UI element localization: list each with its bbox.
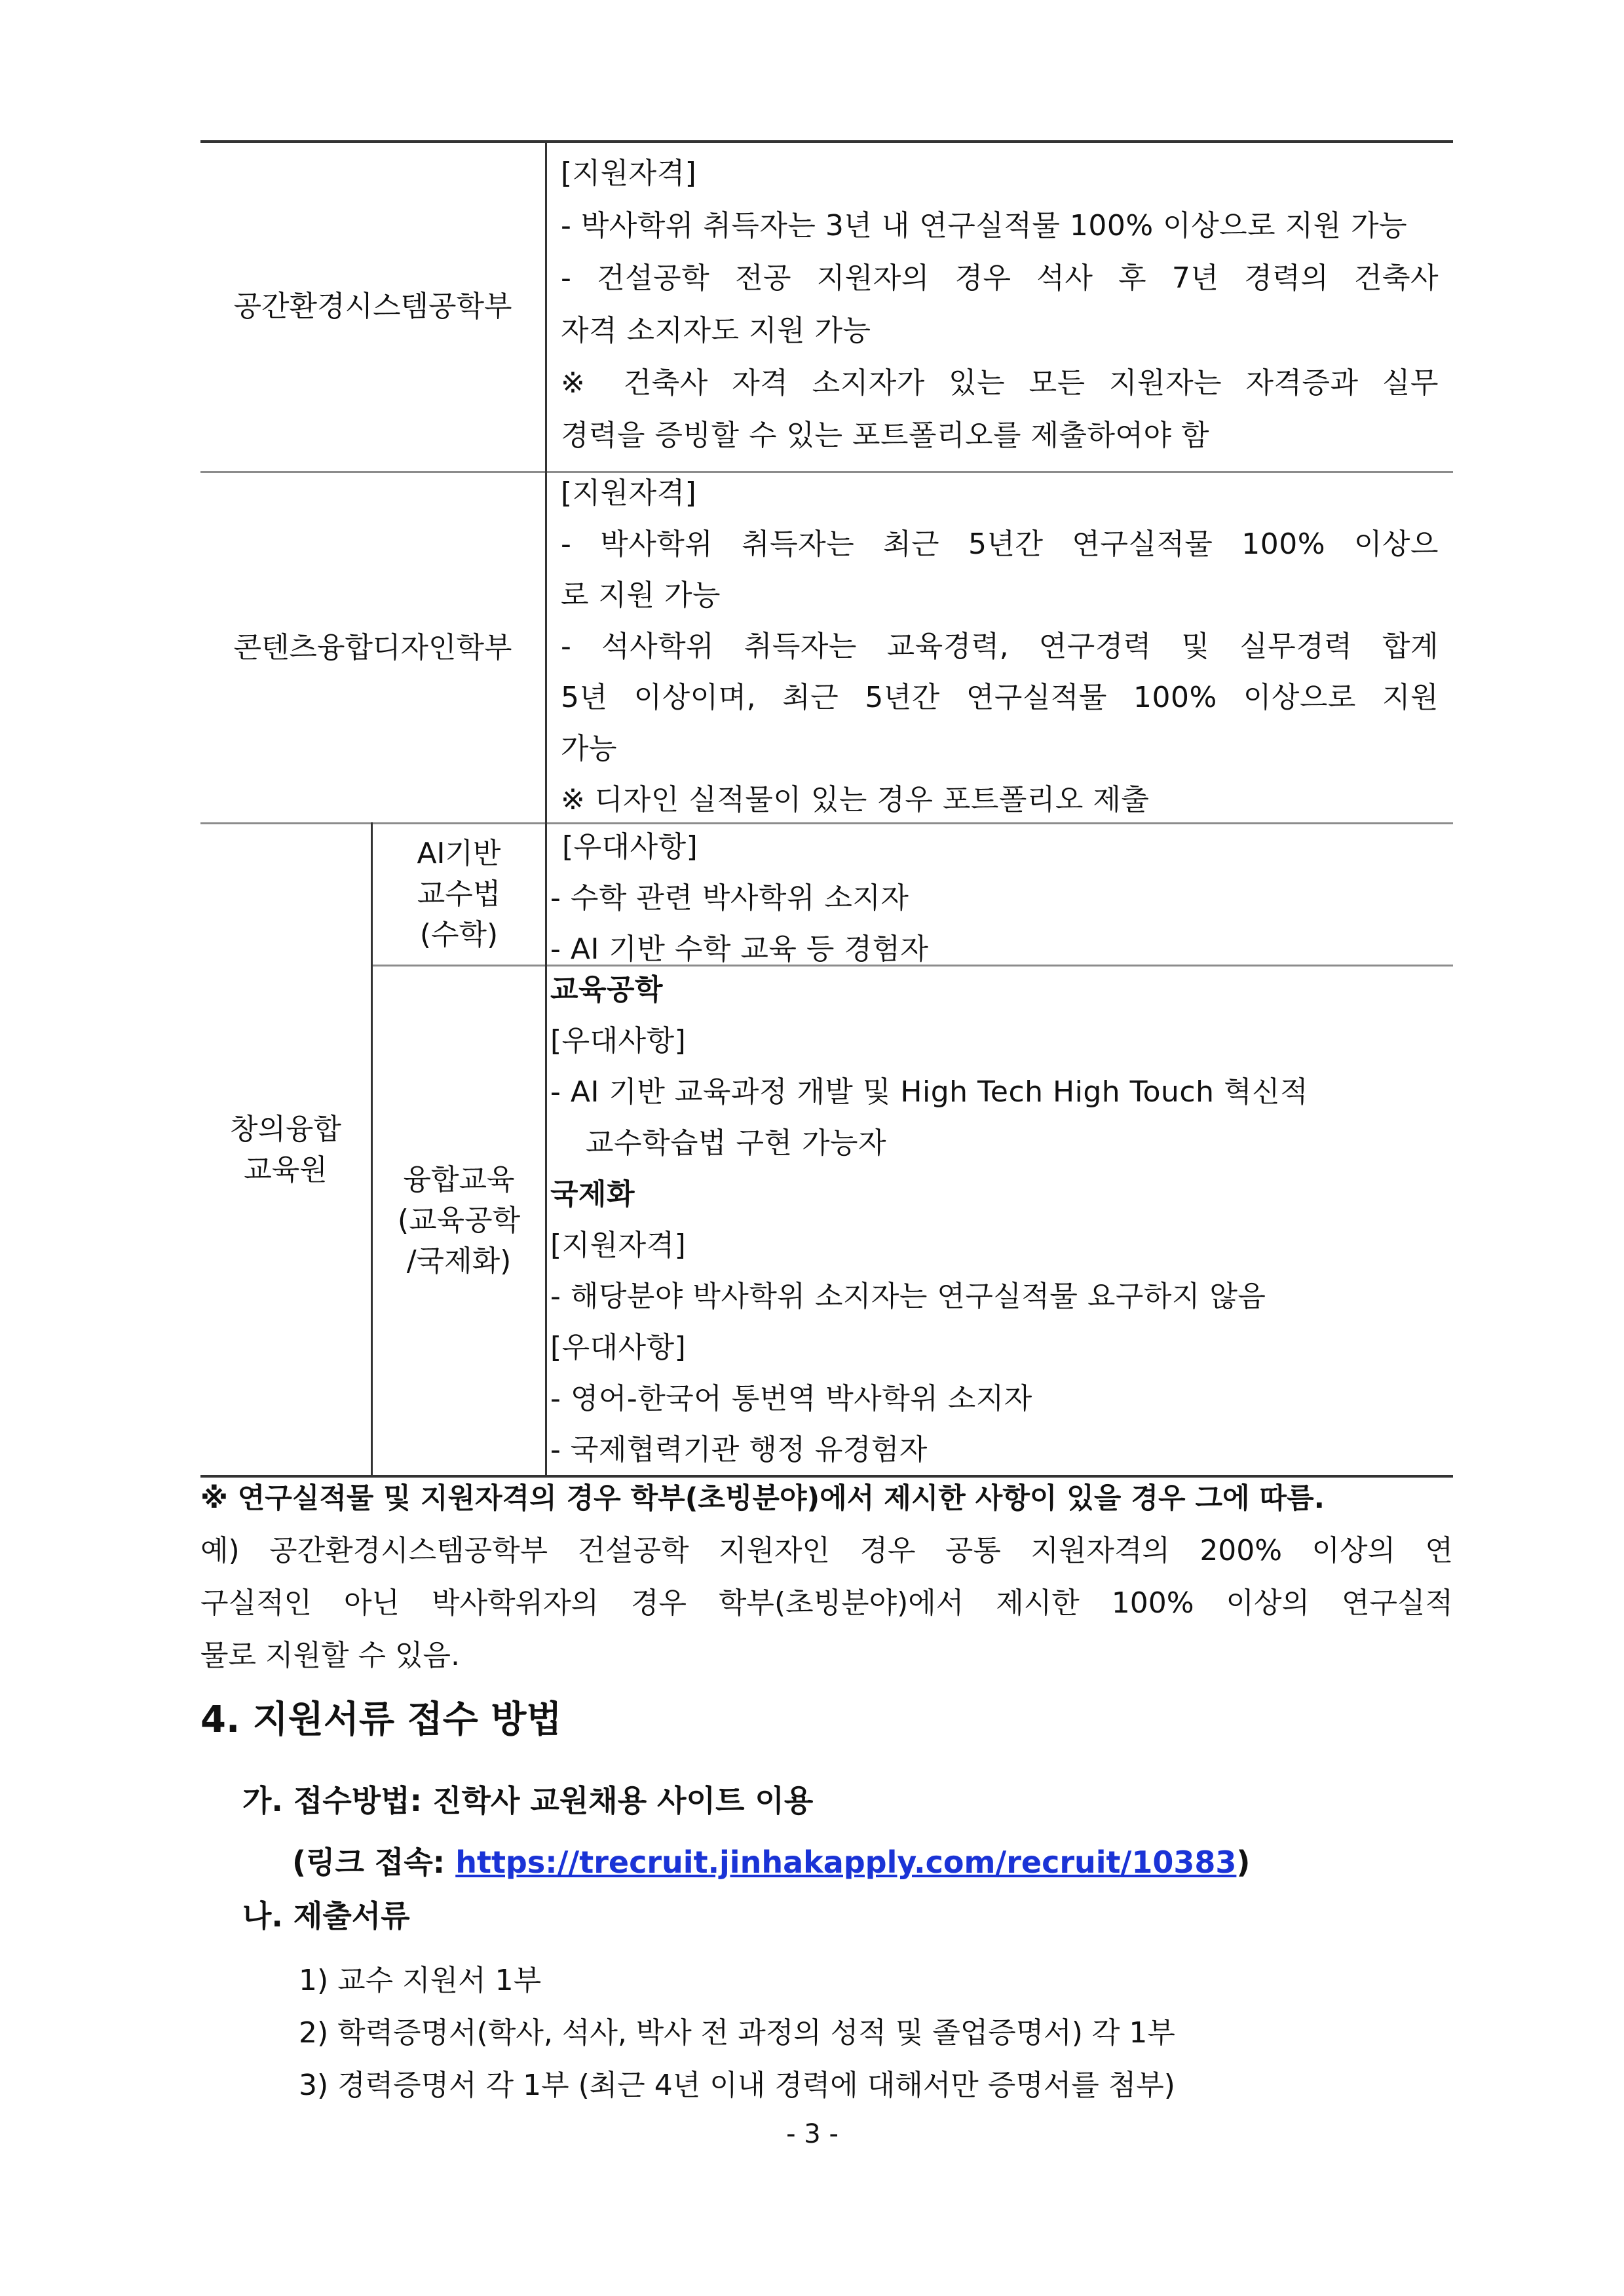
dept-cell — [200, 142, 545, 471]
requirement-line: - AI 기반 교육과정 개발 및 High Tech High Touch 혁신적 — [550, 1075, 1308, 1109]
document-item: 2) 학력증명서(학사, 석사, 박사 전 과정의 성적 및 졸업증명서) 각 1부 — [299, 2016, 1175, 2050]
requirement-line: - 국제협력기관 행정 유경험자 — [550, 1433, 928, 1466]
field-name: (수학) — [419, 918, 499, 951]
requirement-line: [우대사항] — [562, 830, 698, 864]
table-bottom-border — [200, 1475, 1453, 1478]
requirement-line: - AI 기반 수학 교육 등 경험자 — [550, 932, 929, 966]
requirement-line: 경력을 증빙할 수 있는 포트폴리오를 제출하여야 함 — [561, 419, 1209, 452]
requirement-line: - 박사학위 취득자는 3년 내 연구실적물 100% 이상으로 지원 가능 — [561, 209, 1408, 242]
requirement-line: [우대사항] — [550, 1024, 687, 1058]
subsection-heading: 국제화 — [550, 1177, 635, 1211]
subheading-na: 나. 제출서류 — [242, 1898, 410, 1934]
requirement-line: 자격 소지자도 지원 가능 — [561, 314, 871, 347]
field-name: /국제화) — [406, 1244, 512, 1278]
field-cell — [373, 824, 545, 965]
dept-cell — [200, 473, 545, 822]
requirement-line: - 수학 관련 박사학위 소지자 — [550, 881, 909, 915]
requirement-line: 로 지원 가능 — [561, 579, 721, 612]
bold-note: ※ 연구실적물 및 지원자격의 경우 학부(초빙분야)에서 제시한 사항이 있을 경우 그에 따름. — [200, 1482, 1325, 1515]
requirement-line: - 영어-한국어 통번역 박사학위 소지자 — [550, 1382, 1032, 1415]
section-heading: 4. 지원서류 접수 방법 — [200, 1698, 562, 1741]
table-column-divider — [545, 822, 547, 1476]
dept-name: 콘텐츠융합디자인학부 — [233, 630, 512, 664]
table-column-divider — [545, 140, 547, 823]
requirement-line: [지원자격] — [561, 157, 697, 190]
requirement-line: 가능 — [561, 732, 618, 765]
requirement-line: [우대사항] — [550, 1331, 687, 1364]
subsection-heading: 교육공학 — [550, 973, 664, 1006]
requirement-line: - 박사학위 취득자는 최근 5년간 연구실적물 100% 이상으 — [561, 527, 1439, 561]
field-name: 교수법 — [417, 877, 501, 911]
requirement-line: [지원자격] — [550, 1229, 687, 1262]
requirement-line: - 건설공학 전공 지원자의 경우 석사 후 7년 경력의 건축사 — [561, 261, 1439, 295]
page-number: - 3 - — [786, 2119, 839, 2149]
example-line: 물로 지원할 수 있음. — [200, 1639, 460, 1672]
recruit-link[interactable]: https://trecruit.jinhakapply.com/recruit/10383 — [455, 1845, 1237, 1880]
field-cell — [373, 966, 545, 1475]
example-line: 예) 공간환경시스템공학부 건설공학 지원자인 경우 공통 지원자격의 200% 이상의 연 — [200, 1534, 1453, 1567]
requirement-line: ※ 디자인 실적물이 있는 경우 포트폴리오 제출 — [561, 783, 1150, 816]
requirement-line: ※ 건축사 자격 소지자가 있는 모든 지원자는 자격증과 실무 — [561, 366, 1439, 400]
field-name: AI기반 — [417, 837, 501, 870]
requirement-line: - 석사학위 취득자는 교육경력, 연구경력 및 실무경력 합계 — [561, 630, 1439, 663]
dept-name: 공간환경시스템공학부 — [233, 289, 512, 323]
link-line — [292, 1839, 1250, 1882]
field-name: (교육공학 — [397, 1204, 521, 1237]
document-item: 3) 경력증명서 각 1부 (최근 4년 이내 경력에 대해서만 증명서를 첨부) — [299, 2069, 1175, 2102]
requirement-line: - 해당분야 박사학위 소지자는 연구실적물 요구하지 않음 — [550, 1280, 1266, 1313]
requirement-line: [지원자격] — [561, 476, 697, 510]
example-line: 구실적인 아닌 박사학위자의 경우 학부(초빙분야)에서 제시한 100% 이상의 연구실적 — [200, 1586, 1453, 1620]
subheading-ga: 가. 접수방법: 진학사 교원채용 사이트 이용 — [242, 1783, 814, 1818]
field-name: 융합교육 — [403, 1163, 515, 1196]
requirement-line: 교수학습법 구현 가능자 — [586, 1126, 887, 1160]
dept-name: 교육원 — [244, 1153, 328, 1187]
link-prefix: (링크 접속: — [292, 1845, 456, 1880]
dept-cell — [200, 824, 371, 1475]
link-suffix: ) — [1236, 1845, 1251, 1880]
dept-name: 창의융합 — [229, 1112, 341, 1146]
requirement-line: 5년 이상이며, 최근 5년간 연구실적물 100% 이상으로 지원 — [561, 681, 1439, 714]
document-item: 1) 교수 지원서 1부 — [299, 1964, 542, 1997]
